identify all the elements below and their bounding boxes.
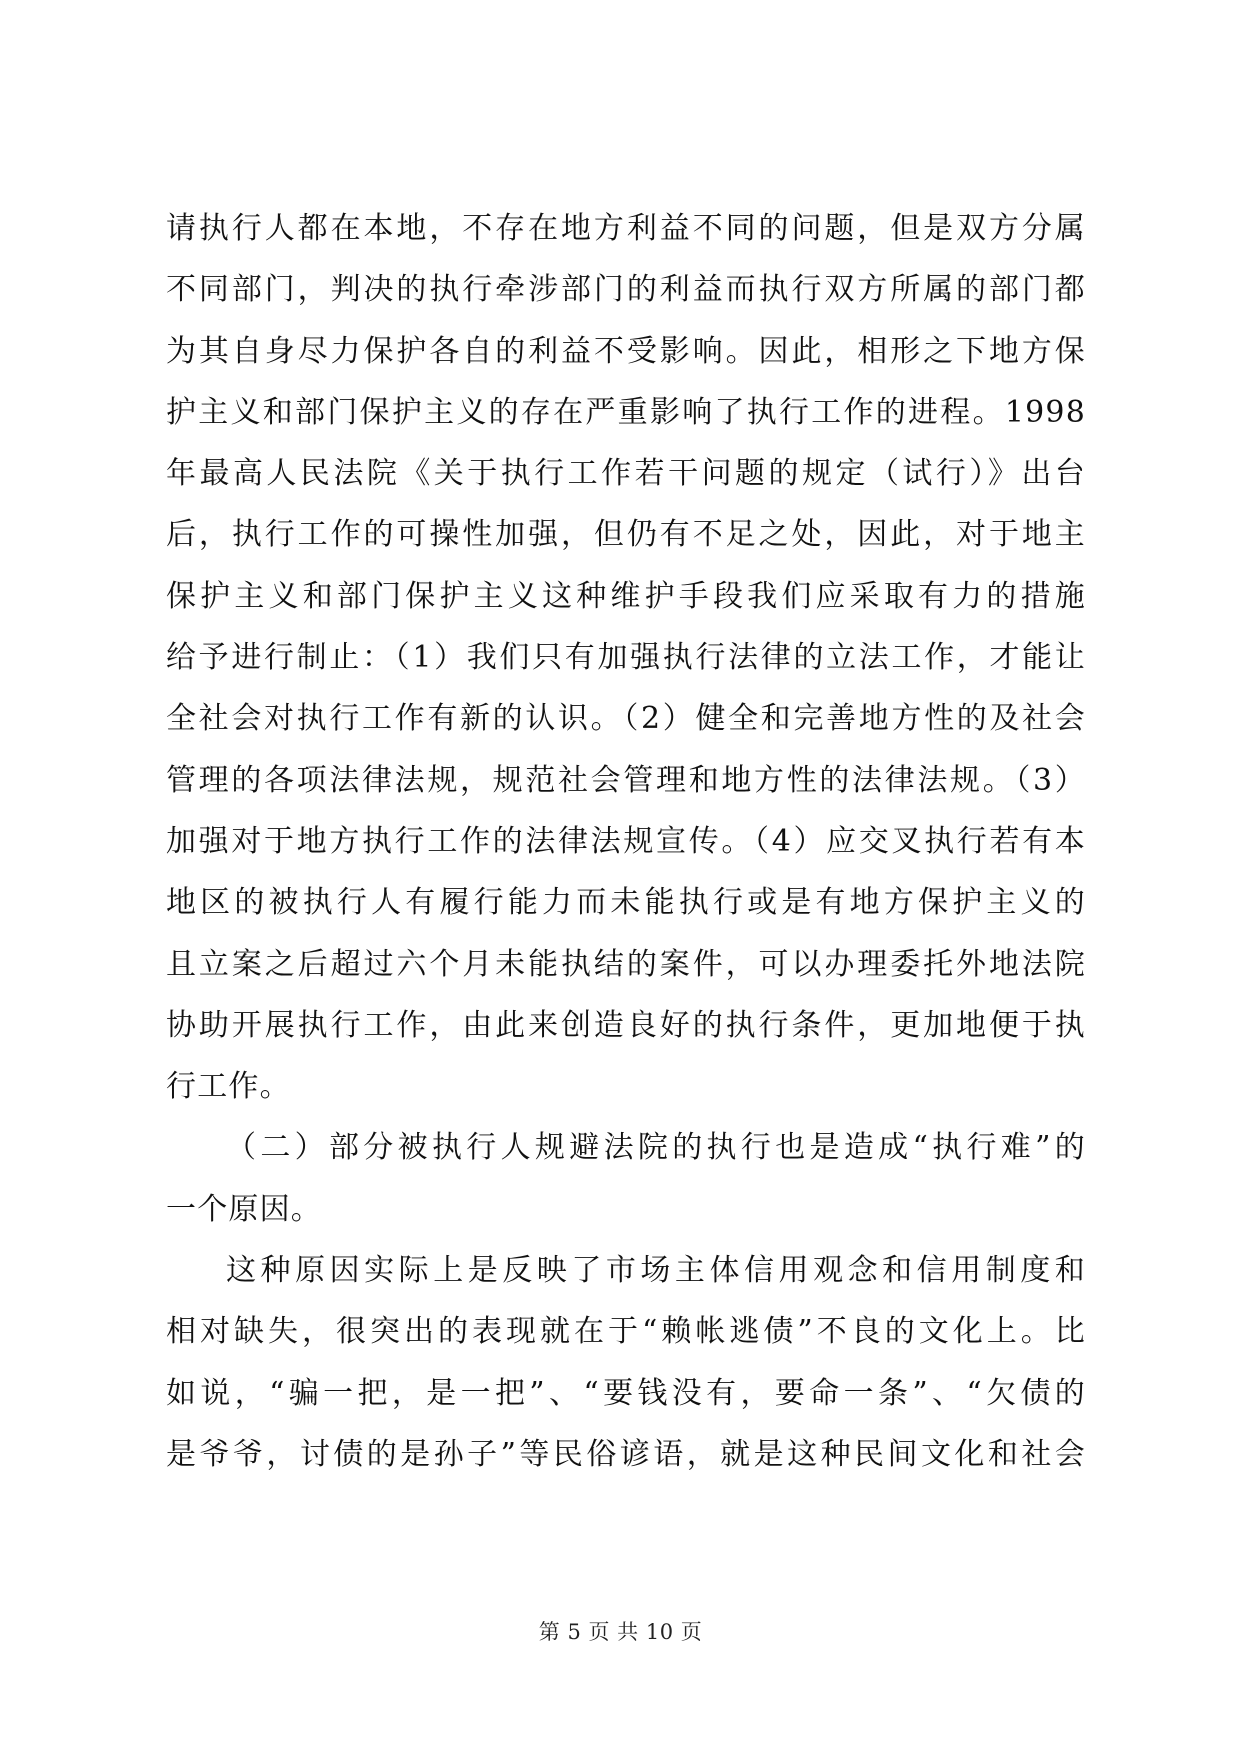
text-line: 协助开展执行工作，由此来创造良好的执行条件，更加地便于执 xyxy=(166,1007,1086,1043)
text-line: 行工作。 xyxy=(166,1069,291,1105)
text-line: 不同部门，判决的执行牵涉部门的利益而执行双方所属的部门都 xyxy=(166,272,1086,308)
section-heading: （二）部分被执行人规避法院的执行也是造成“执行难”的 xyxy=(226,1130,1086,1166)
text-line: 后，执行工作的可操性加强，但仍有不足之处，因此，对于地主 xyxy=(166,517,1086,553)
text-line: 相对缺失，很突出的表现就在于“赖帐逃债”不良的文化上。比 xyxy=(166,1314,1086,1350)
paragraph-start: 这种原因实际上是反映了市场主体信用观念和信用制度和 xyxy=(226,1253,1086,1289)
body-text xyxy=(166,198,1086,1485)
page-number-footer: 第 5 页 共 10 页 xyxy=(538,1620,703,1644)
text-line: 年最高人民法院《关于执行工作若干问题的规定（试行）》出台 xyxy=(166,456,1086,492)
text-line: 护主义和部门保护主义的存在严重影响了执行工作的进程。1998 xyxy=(166,394,1086,430)
text-line: 地区的被执行人有履行能力而未能执行或是有地方保护主义的 xyxy=(166,885,1086,921)
text-line: 全社会对执行工作有新的认识。（2）健全和完善地方性的及社会 xyxy=(166,701,1086,737)
text-line: 保护主义和部门保护主义这种维护手段我们应采取有力的措施 xyxy=(166,578,1086,614)
text-line: 加强对于地方执行工作的法律法规宣传。（4）应交叉执行若有本 xyxy=(166,823,1086,859)
text-line: 管理的各项法律法规，规范社会管理和地方性的法律法规。（3） xyxy=(166,762,1086,798)
text-line: 如说，“骗一把，是一把”、“要钱没有，要命一条”、“欠债的 xyxy=(166,1375,1086,1411)
text-line: 为其自身尽力保护各自的利益不受影响。因此，相形之下地方保 xyxy=(166,333,1086,369)
text-line: 是爷爷，讨债的是孙子”等民俗谚语，就是这种民间文化和社会 xyxy=(166,1436,1086,1472)
text-line: 给予进行制止：（1）我们只有加强执行法律的立法工作，才能让 xyxy=(166,640,1086,676)
text-line: 请执行人都在本地，不存在地方利益不同的问题，但是双方分属 xyxy=(166,211,1086,246)
text-line: 一个原因。 xyxy=(166,1191,322,1227)
text-line: 且立案之后超过六个月未能执结的案件，可以办理委托外地法院 xyxy=(166,946,1086,982)
